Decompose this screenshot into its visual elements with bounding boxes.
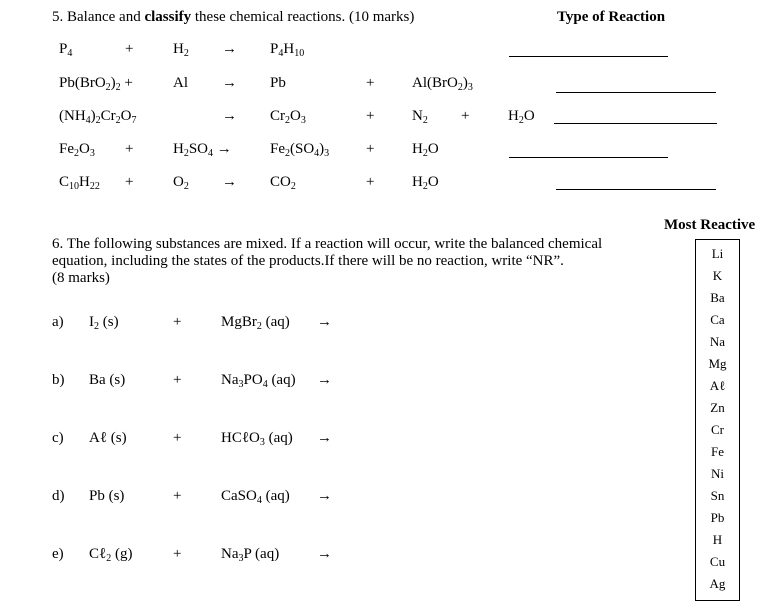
- item-e-label: e): [52, 546, 64, 562]
- heading-text-end: these chemical reactions. (10 marks): [191, 9, 415, 25]
- eq3-p3: +: [461, 108, 470, 124]
- question-5-heading: [52, 9, 414, 26]
- item-2-arrow: →: [317, 372, 332, 388]
- eq3-p2: +: [366, 108, 375, 124]
- eq3-c: $Cr_2O_3$: [270, 108, 306, 126]
- eq1-p1: +: [125, 41, 134, 57]
- eq3-a: $(NH_4)_2Cr_2O_7$: [59, 108, 137, 126]
- eq1-c: $P_4H_{10}$: [270, 41, 305, 59]
- metal-item: H: [712, 532, 723, 547]
- eq2-b: Al: [173, 75, 188, 91]
- eq5-b: $O_2$: [173, 174, 189, 192]
- metal-item: Aℓ: [709, 378, 726, 393]
- eq2-d: $Al(BrO_2)_3$: [412, 75, 473, 93]
- reaction-type-blank-3[interactable]: [554, 123, 717, 124]
- metal-item: Ag: [709, 576, 726, 591]
- eq1-b: $H_2$: [173, 41, 189, 59]
- metal-item: Ni: [711, 466, 724, 481]
- eq3-arrow: →: [222, 108, 237, 124]
- eq5-p1: +: [125, 174, 134, 190]
- metal-item: Li: [711, 246, 724, 261]
- eq2-a: $Pb(BrO_2)_2$ +: [59, 75, 133, 93]
- item-1-arrow: →: [317, 314, 332, 330]
- eq2-c: Pb: [270, 75, 286, 91]
- item-a-label: a): [52, 314, 64, 330]
- eq4-a: $Fe_2O_3$: [59, 141, 95, 159]
- item-4-plus: +: [173, 488, 182, 504]
- eq3-e: $H_2O$: [508, 108, 535, 126]
- metal-item: Zn: [710, 400, 725, 415]
- item-2-reactant-1: Ba (s): [89, 372, 126, 388]
- metal-item: Pb: [710, 510, 725, 525]
- eq1-a: $P_4$: [59, 41, 73, 59]
- question-number: 5.: [52, 9, 64, 25]
- question-6-prompt: [52, 236, 602, 287]
- eq5-c: $CO_2$: [270, 174, 296, 192]
- item-d-label: d): [52, 488, 65, 504]
- item-5-arrow: →: [317, 546, 332, 562]
- metal-item: Mg: [708, 356, 727, 371]
- item-1-plus: +: [173, 314, 182, 330]
- item-5-reactant-2: $Na_3P$ (aq): [221, 546, 280, 564]
- eq4-c: $Fe_2(SO_4)_3$: [270, 141, 330, 159]
- item-3-reactant-2: HCℓO$_3$ (aq): [221, 430, 293, 448]
- activity-series-box: [695, 239, 740, 601]
- item-3-arrow: →: [317, 430, 332, 446]
- eq5-arrow: →: [222, 174, 237, 190]
- metal-item: Cr: [711, 422, 724, 437]
- eq2-arrow: →: [222, 75, 237, 91]
- item-1-reactant-1: $I_2$ (s): [89, 314, 119, 332]
- metal-item: Ca: [710, 312, 725, 327]
- item-4-reactant-1: Pb (s): [89, 488, 125, 504]
- metal-item: Sn: [710, 488, 725, 503]
- eq4-p1: +: [125, 141, 134, 157]
- prompt-marks: (8 marks): [52, 270, 110, 286]
- metal-item: K: [712, 268, 723, 283]
- item-4-reactant-2: CaSO$_4$ (aq): [221, 488, 290, 506]
- eq1-arrow: →: [222, 41, 237, 57]
- type-of-reaction-header: Type of Reaction: [557, 9, 666, 25]
- item-4-arrow: →: [317, 488, 332, 504]
- metal-item: Fe: [711, 444, 724, 459]
- heading-bold-text: classify: [144, 9, 192, 25]
- eq4-p2: +: [366, 141, 375, 157]
- metal-item: Cu: [709, 554, 726, 569]
- eq3-d: $N_2$: [412, 108, 428, 126]
- item-5-reactant-1: Cℓ$_2$ (g): [89, 546, 133, 564]
- eq2-p2: +: [366, 75, 375, 91]
- item-3-plus: +: [173, 430, 182, 446]
- item-5-plus: +: [173, 546, 182, 562]
- heading-text: Balance and: [67, 9, 145, 25]
- eq4-d: $H_2O$: [412, 141, 439, 159]
- metal-item: Na: [709, 334, 726, 349]
- prompt-line-2: equation, including the states of the products.If there will be no reaction, write “NR”.: [52, 253, 564, 269]
- item-3-reactant-1: Aℓ (s): [89, 430, 127, 446]
- item-2-reactant-2: $Na_3PO_4$ (aq): [221, 372, 296, 390]
- eq5-p2: +: [366, 174, 375, 190]
- eq4-b: $H_2SO_4$ →: [173, 141, 232, 159]
- eq5-d: $H_2O$: [412, 174, 439, 192]
- reaction-type-blank-1[interactable]: [509, 56, 668, 57]
- reaction-type-blank-5[interactable]: [556, 189, 716, 190]
- item-c-label: c): [52, 430, 64, 446]
- prompt-line-1: 6. The following substances are mixed. If a reaction will occur, write the balanced chemical: [52, 236, 603, 252]
- activity-series-header: Most Reactive: [664, 217, 756, 233]
- item-2-plus: +: [173, 372, 182, 388]
- reaction-type-blank-4[interactable]: [509, 157, 668, 158]
- item-b-label: b): [52, 372, 65, 388]
- eq5-a: $C_{10}H_{22}$: [59, 174, 100, 192]
- reaction-type-blank-2[interactable]: [556, 92, 716, 93]
- item-1-reactant-2: MgBr$_2$ (aq): [221, 314, 290, 332]
- metal-item: Ba: [710, 290, 725, 305]
